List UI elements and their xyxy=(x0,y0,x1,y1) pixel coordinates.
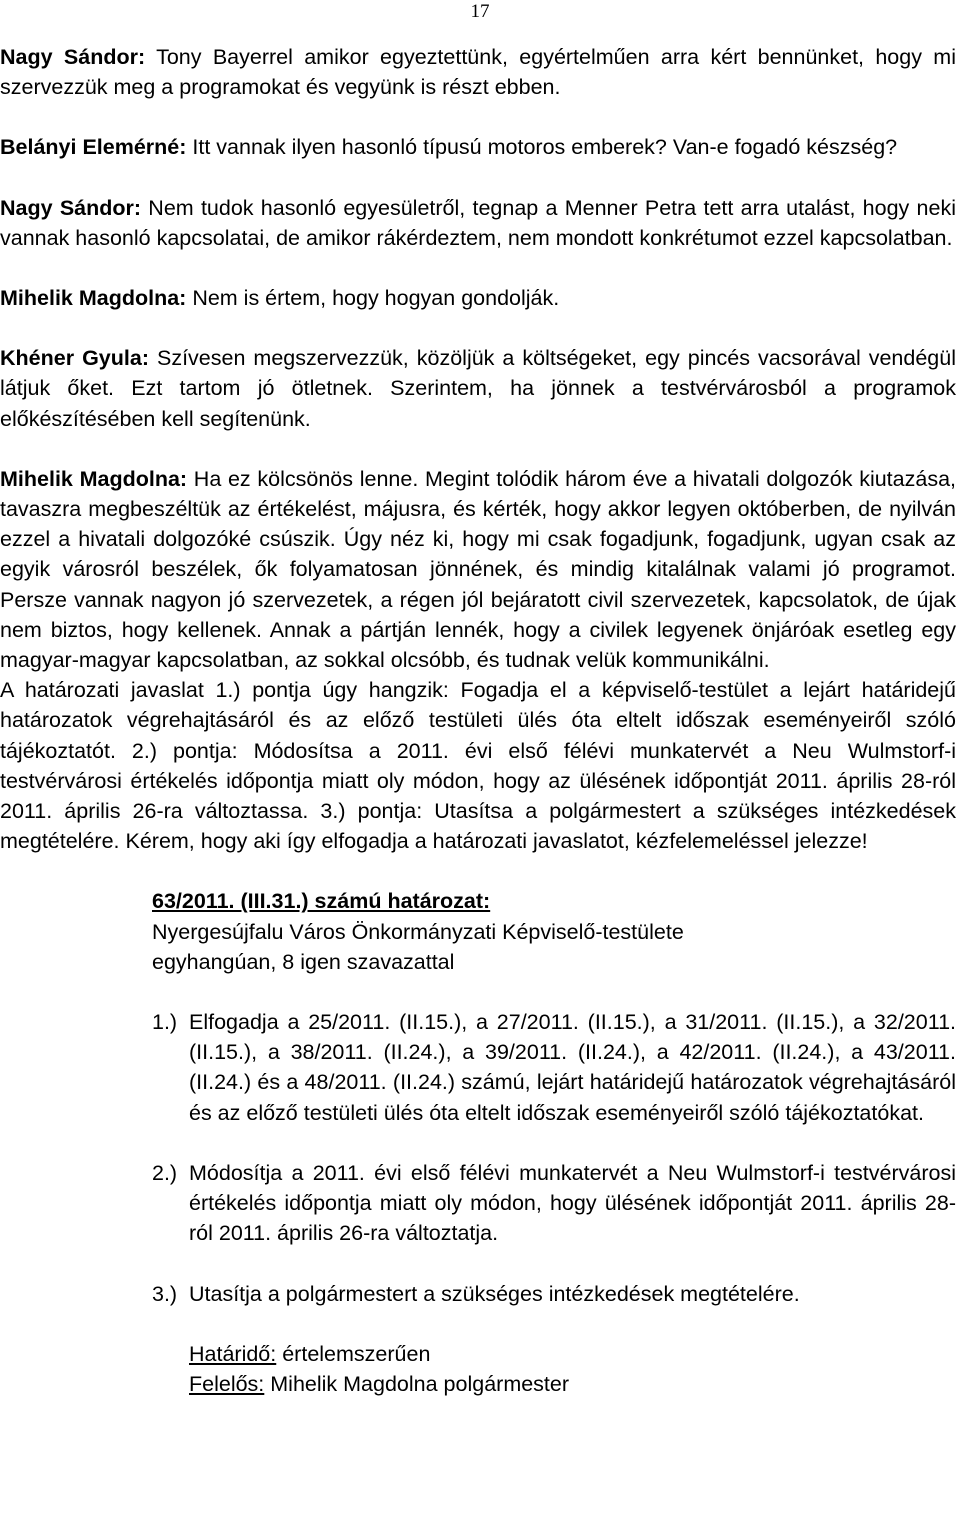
item-text: Utasítja a polgármestert a szükséges intézkedések megtételére. xyxy=(189,1281,800,1306)
proposal-paragraph: A határozati javaslat 1.) pontja úgy hangzik: Fogadja el a képviselő-testület a lejárt határidejű határozatok végrehajtásáról és az előző testületi ülés óta eltelt időszak eseményeiről szóló tájékoztatót. 2.) pontja: Módosítsa a 2011. évi első félévi munkatervét a Neu Wulmstorf-i testvérvárosi értékelés időpontja miatt oly módon, hogy az ülésének időpontját 2011. április 28-ról 2011. április 26-ra változtassa. 3.) pontja: Utasítsa a polgármestert a szükséges intézkedések megtételére. Kérem, hogy aki így elfogadja a határozati javaslatot, kézfelemeléssel jelezze! xyxy=(0,678,956,854)
deadline-line xyxy=(189,1339,956,1369)
paragraph-mihelik-1 xyxy=(0,283,956,313)
resolution-body-line2: egyhangúan, 8 igen szavazattal xyxy=(152,949,455,974)
item-number: 1.) xyxy=(152,1010,178,1035)
responsible-label: Felelős: xyxy=(189,1371,265,1396)
resolution-items xyxy=(0,1007,956,1309)
speaker-name: Nagy Sándor: xyxy=(0,195,142,220)
speaker-name: Belányi Elemérné: xyxy=(0,135,187,160)
item-text: Módosítja a 2011. évi első félévi munkatervét a Neu Wulmstorf-i testvérvárosi értékelés időpontja miatt oly módon, hogy ülésének időpontját 2011. április 28-ról 2011. április 26-ra változtatja. xyxy=(189,1160,956,1246)
item-number: 3.) xyxy=(152,1281,178,1306)
paragraph-text: Nem is értem, hogy hogyan gondolják. xyxy=(186,286,560,311)
speaker-name: Mihelik Magdolna: xyxy=(0,466,188,491)
paragraph-text: Szívesen megszervezzük, közöljük a költségeket, egy pincés vacsorával vendégül látjuk őket. Ezt tartom jó ötletnek. Szerintem, ha jönnek a testvérvárosból a programok előkészítésében kell segítenünk. xyxy=(0,346,956,431)
resolution-footer xyxy=(189,1339,956,1399)
item-number: 2.) xyxy=(152,1160,178,1185)
speaker-name: Nagy Sándor: xyxy=(0,45,146,69)
responsible-value: Mihelik Magdolna polgármester xyxy=(264,1371,570,1396)
paragraph-text: Itt vannak ilyen hasonló típusú motoros emberek? Van-e fogadó készség? xyxy=(186,135,898,160)
page-number: 17 xyxy=(470,1,490,22)
paragraph-nagy-2 xyxy=(0,193,956,253)
item-text: Elfogadja a 25/2011. (II.15.), a 27/2011. (II.15.), a 31/2011. (II.15.), a 32/2011. (II.15.), a 38/2011. (II.24.), a 39/2011. (II.24.), a 42/2011. (II.24.), a 43/2011.(II.24.) és a 48/2011. (II.24.) számú, lejárt határidejű határozatok végrehajtásáról és az előző testületi ülés óta eltelt időszak eseményeiről szóló tájékoztatókat. xyxy=(189,1010,956,1125)
responsible-line xyxy=(189,1369,956,1399)
paragraph-khener xyxy=(0,343,956,434)
resolution-block xyxy=(152,886,956,977)
resolution-item xyxy=(0,1158,956,1249)
speaker-name: Khéner Gyula: xyxy=(0,346,149,371)
paragraph-belanyi xyxy=(0,132,956,162)
paragraph-text: Tony Bayerrel amikor egyeztettünk, egyértelműen arra kért bennünket, hogy mi szervezzük meg a programokat és vegyünk is részt ebben. xyxy=(0,45,956,100)
resolution-item xyxy=(0,1007,956,1128)
speaker-name: Mihelik Magdolna: xyxy=(0,286,187,311)
paragraph-text: Nem tudok hasonló egyesületről, tegnap a Menner Petra tett arra utalást, hogy neki vannak hasonló kapcsolatai, de amikor rákérdeztem, nem mondott konkrétumot ezzel kapcsolatban. xyxy=(0,195,956,250)
deadline-value: értelemszerűen xyxy=(276,1341,431,1366)
resolution-title: 63/2011. (III.31.) számú határozat: xyxy=(152,889,491,914)
paragraph-text: Ha ez kölcsönös lenne. Megint tolódik három éve a hivatali dolgozók kiutazása, tavaszra megbeszéltük az értékelést, májusra, és kérték, hogy akkor legyen októberben, de nyilván ezzel a hivatali dolgozóké csúszik. Úgy néz ki, hogy mi csak fogadjunk, fogadjunk, ugyan csak az egyik városról beszélek, ők folyamatosan jönnének, és mindig kitalálnak valami jó programot. Persze vannak nagyon jó szervezetek, a régen jól bejáratott civil szervezetek, kapcsolatok, de újak nem biztos, hogy kellenek. Annak a pártján lennék, hogy a civilek legyenek önjáróak esetleg egy magyar-magyar kapcsolatban, az sokkal olcsóbb, és tudnak velük kommunikálni. xyxy=(0,466,956,673)
paragraph-mihelik-2 xyxy=(0,464,956,675)
resolution-item xyxy=(0,1279,956,1309)
resolution-body-line1: Nyergesújfalu Város Önkormányzati Képviselő-testülete xyxy=(152,919,684,944)
deadline-label: Határidő: xyxy=(189,1341,277,1366)
paragraph-nagy-1 xyxy=(0,42,956,102)
document-body xyxy=(0,42,956,1399)
